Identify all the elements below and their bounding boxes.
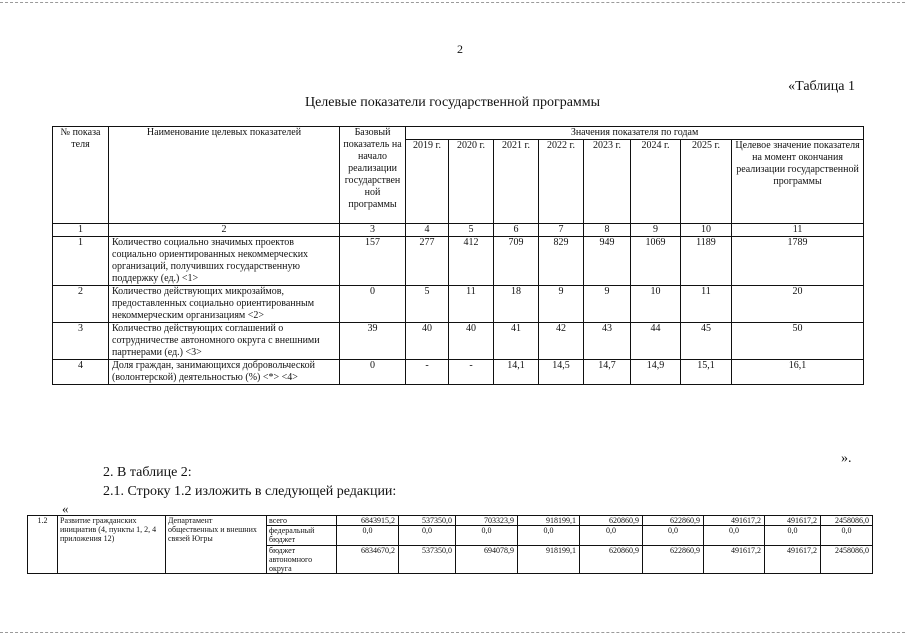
column-number: 2 — [109, 224, 340, 237]
header-base: Базовый показатель на начало реализации государствен ной программы — [340, 127, 406, 224]
row-base: 0 — [340, 286, 406, 323]
funding-value: 620860,9 — [580, 545, 643, 574]
row-target: 16,1 — [732, 360, 864, 385]
row-value: 949 — [584, 237, 631, 286]
header-year: 2023 г. — [584, 140, 631, 224]
row-value: 18 — [494, 286, 539, 323]
closing-quote: ». — [841, 451, 852, 466]
header-year: 2019 г. — [406, 140, 449, 224]
funding-source: федеральный бюджет — [267, 526, 337, 545]
row-base: 157 — [340, 237, 406, 286]
funding-value: 537350,0 — [399, 516, 456, 526]
row-value: 43 — [584, 323, 631, 360]
scan-edge-top — [0, 2, 905, 3]
table-row — [53, 323, 864, 360]
funding-value: 491617,2 — [765, 516, 821, 526]
header-num: № показа теля — [53, 127, 109, 224]
funding-value: 0,0 — [399, 526, 456, 545]
funding-value: 6834670,2 — [337, 545, 399, 574]
column-number: 1 — [53, 224, 109, 237]
paragraph-row-1-2: 2.1. Строку 1.2 изложить в следующей редакции: — [103, 484, 397, 499]
row-value: 1189 — [681, 237, 732, 286]
row-value: 9 — [539, 286, 584, 323]
table-title: Целевые показатели государственной программы — [304, 95, 601, 110]
row-num: 4 — [53, 360, 109, 385]
row-value: 1069 — [631, 237, 681, 286]
header-year: 2022 г. — [539, 140, 584, 224]
target-indicators-table — [52, 126, 864, 385]
header-target: Целевое значение показателя на момент окончания реализации государственной программы — [732, 140, 864, 224]
row-value: 40 — [406, 323, 449, 360]
column-number: 6 — [494, 224, 539, 237]
row-value: 40 — [449, 323, 494, 360]
row-name: Доля граждан, занимающихся добровольческой (волонтерской) деятельностью (%) <*> <4> — [109, 360, 340, 385]
opening-quote: « — [62, 501, 69, 516]
row-value: 14,1 — [494, 360, 539, 385]
scan-edge-bottom — [0, 632, 905, 633]
funding-value: 0,0 — [580, 526, 643, 545]
table-row — [53, 360, 864, 385]
row-value: 41 — [494, 323, 539, 360]
funding-value: 491617,2 — [704, 545, 765, 574]
row-target: 20 — [732, 286, 864, 323]
column-number-row — [53, 224, 864, 237]
row-value: 42 — [539, 323, 584, 360]
column-number: 11 — [732, 224, 864, 237]
row-value: - — [406, 360, 449, 385]
column-number: 3 — [340, 224, 406, 237]
row-num: 2 — [53, 286, 109, 323]
table-row — [28, 516, 873, 526]
funding-value: 491617,2 — [765, 545, 821, 574]
row-value: 277 — [406, 237, 449, 286]
funding-value: 6843915,2 — [337, 516, 399, 526]
row-value: 11 — [681, 286, 732, 323]
row-base: 0 — [340, 360, 406, 385]
row-target: 50 — [732, 323, 864, 360]
header-year: 2025 г. — [681, 140, 732, 224]
column-number: 4 — [406, 224, 449, 237]
row-value: 15,1 — [681, 360, 732, 385]
funding-value: 622860,9 — [643, 516, 704, 526]
row-value: 412 — [449, 237, 494, 286]
column-number: 9 — [631, 224, 681, 237]
column-number: 10 — [681, 224, 732, 237]
row-target: 1789 — [732, 237, 864, 286]
header-name: Наименование целевых показателей — [109, 127, 340, 224]
row-base: 39 — [340, 323, 406, 360]
column-number: 8 — [584, 224, 631, 237]
header-row — [53, 127, 864, 140]
row-value: 14,5 — [539, 360, 584, 385]
page-number: 2 — [457, 42, 463, 56]
row-num: 3 — [53, 323, 109, 360]
funding-source: всего — [267, 516, 337, 526]
row-value: 14,9 — [631, 360, 681, 385]
funding-value: 491617,2 — [704, 516, 765, 526]
financing-table — [27, 515, 873, 574]
header-year: 2021 г. — [494, 140, 539, 224]
header-year: 2020 г. — [449, 140, 494, 224]
funding-value: 918199,1 — [518, 545, 580, 574]
funding-value: 694078,9 — [456, 545, 518, 574]
measure-name: Развитие гражданских инициатив (4, пункты 1, 2, 4 приложения 12) — [58, 516, 166, 574]
funding-value: 0,0 — [518, 526, 580, 545]
header-group: Значения показателя по годам — [406, 127, 864, 140]
header-year: 2024 г. — [631, 140, 681, 224]
row-value: 10 — [631, 286, 681, 323]
executor-name: Департамент общественных и внешних связей Югры — [166, 516, 267, 574]
row-name: Количество действующих микрозаймов, предоставленных социально ориентированным некоммерческим организациям <2> — [109, 286, 340, 323]
table-reference: «Таблица 1 — [788, 79, 855, 94]
paragraph-table-2: 2. В таблице 2: — [103, 465, 192, 480]
row-value: 14,7 — [584, 360, 631, 385]
funding-value: 0,0 — [337, 526, 399, 545]
funding-value: 0,0 — [821, 526, 873, 545]
row-name: Количество социально значимых проектов социально ориентированных некоммерческих организаций, получивших государственную поддержку (ед.) <1> — [109, 237, 340, 286]
row-value: 709 — [494, 237, 539, 286]
funding-value: 0,0 — [643, 526, 704, 545]
funding-value: 703323,9 — [456, 516, 518, 526]
row-num: 1 — [53, 237, 109, 286]
funding-value: 2458086,0 — [821, 545, 873, 574]
funding-value: 918199,1 — [518, 516, 580, 526]
funding-value: 620860,9 — [580, 516, 643, 526]
row-value: 829 — [539, 237, 584, 286]
row-value: - — [449, 360, 494, 385]
row-value: 11 — [449, 286, 494, 323]
funding-source: бюджет автономного округа — [267, 545, 337, 574]
column-number: 7 — [539, 224, 584, 237]
column-number: 5 — [449, 224, 494, 237]
funding-value: 537350,0 — [399, 545, 456, 574]
row-name: Количество действующих соглашений о сотрудничестве автономного округа с внешними партнерами (ед.) <3> — [109, 323, 340, 360]
funding-value: 2458086,0 — [821, 516, 873, 526]
funding-value: 0,0 — [765, 526, 821, 545]
row-value: 5 — [406, 286, 449, 323]
row-value: 45 — [681, 323, 732, 360]
row-value: 44 — [631, 323, 681, 360]
funding-value: 0,0 — [456, 526, 518, 545]
funding-value: 0,0 — [704, 526, 765, 545]
funding-value: 622860,9 — [643, 545, 704, 574]
row-value: 9 — [584, 286, 631, 323]
table-row — [53, 237, 864, 286]
table-row — [53, 286, 864, 323]
row-num: 1.2 — [28, 516, 58, 574]
